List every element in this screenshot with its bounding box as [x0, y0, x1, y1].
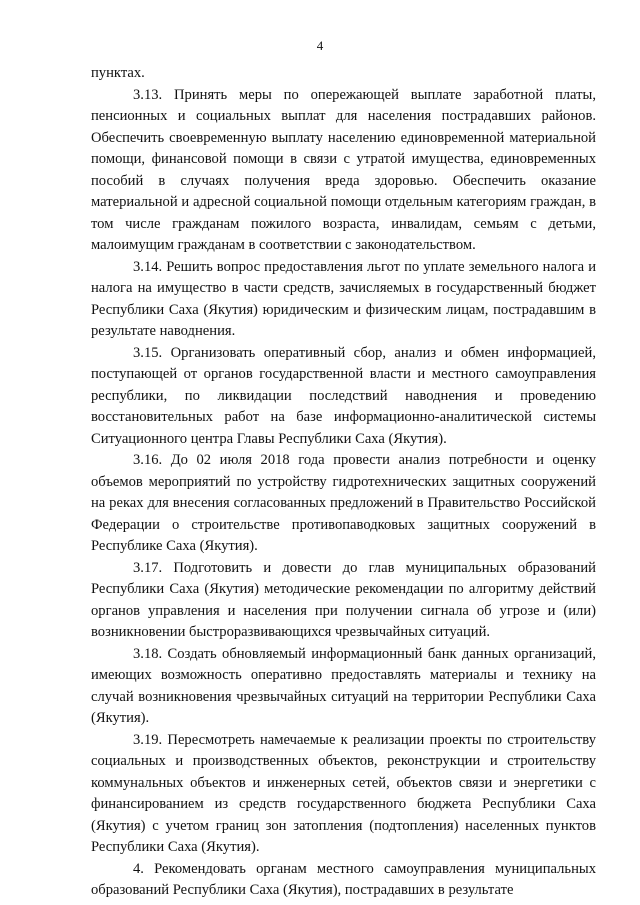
- paragraph-3-19: 3.19. Пересмотреть намечаемые к реализации проекты по строительству социальных и производственных объектов, реконструкции и строительству коммунальных объектов и инженерных сетей, объектов связи и энергетики с финансированием из средств государственного бюджета Республики Саха (Якутия) с учетом границ зон затопления (подтопления) населенных пунктов Республики Саха (Якутия).: [91, 731, 596, 855]
- paragraph-4: 4. Рекомендовать органам местного самоуправления муниципальных образований Республики Саха (Якутия), пострадавших в результате: [91, 860, 596, 898]
- paragraph-continuation: пунктах.: [91, 65, 145, 81]
- paragraph-3-17: 3.17. Подготовить и довести до глав муниципальных образований Республики Саха (Якутия) методические рекомендации по алгоритму действий органов управления и населения при получении сигнала об угрозе и (или) возникновении быстроразвивающихся чрезвычайных ситуаций.: [91, 559, 596, 640]
- paragraph-3-18: 3.18. Создать обновляемый информационный банк данных организаций, имеющих возможность оперативно предоставлять материалы и технику на случай возникновения чрезвычайных ситуаций на территории Республики Саха (Якутия).: [91, 645, 596, 726]
- page-number: 4: [316, 38, 324, 53]
- paragraph-3-13: 3.13. Принять меры по опережающей выплате заработной платы, пенсионных и социальных выплат для населения пострадавших районов. Обеспечить своевременную выплату населению единовременной материальной помощи, финансовой помощи в связи с утратой имущества, единовременных пособий в случаях получения вреда здоровью. Обеспечить оказание материальной и адресной социальной помощи отдельным категориям граждан, в том числе гражданам пожилого возраста, инвалидам, семьям с детьми, малоимущим гражданам в соответствии с законодательством.: [91, 86, 596, 253]
- paragraph-3-16: 3.16. До 02 июля 2018 года провести анализ потребности и оценку объемов мероприятий по устройству гидротехнических защитных сооружений на реках для внесения согласованных предложений в Правительство Российской Федерации о строительстве противопаводковых защитных сооружений в Республике Саха (Якутия).: [91, 452, 596, 554]
- document-body: [91, 63, 596, 902]
- paragraph-3-15: 3.15. Организовать оперативный сбор, анализ и обмен информацией, поступающей от органов государственной власти и местного самоуправления республики, по ликвидации последствий наводнения и проведению восстановительных работ на базе информационно-аналитической системы Ситуационного центра Главы Республики Саха (Якутия).: [91, 344, 596, 447]
- paragraph-3-14: 3.14. Решить вопрос предоставления льгот по уплате земельного налога и налога на имущество в части средств, зачисляемых в государственный бюджет Республики Саха (Якутия) юридическим и физическим лицам, пострадавшим в результате наводнения.: [91, 258, 596, 339]
